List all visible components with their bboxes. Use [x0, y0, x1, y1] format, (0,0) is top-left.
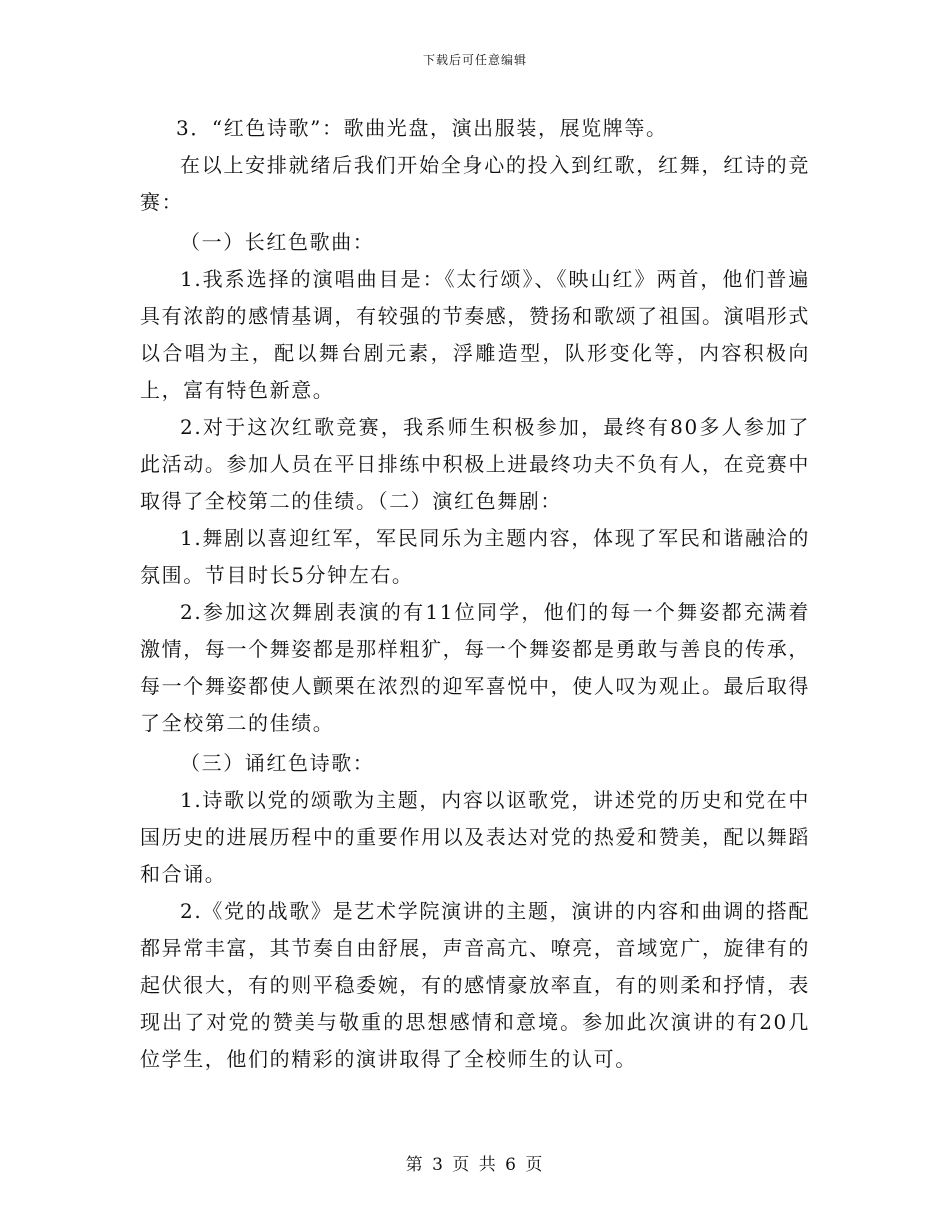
paragraph-poetry-theme: 1.诗歌以党的颂歌为主题，内容以讴歌党，讲述党的历史和党在中国历史的进展历程中的重要作用以及表达对党的热爱和赞美，配以舞蹈和合诵。 — [140, 788, 810, 886]
paragraph-dance-theme: 1.舞剧以喜迎红军，军民同乐为主题内容，体现了军民和谐融洽的氛围。节目时长5分钟左右。 — [140, 526, 810, 587]
section-heading-red-songs: （一）长红色歌曲： — [180, 230, 375, 254]
paragraph-songs-repertoire: 1.我系选择的演唱曲目是：《太行颂》、《映山红》两首，他们普遍具有浓韵的感情基调，有较强的节奏感，赞扬和歌颂了祖国。演唱形式以合唱为主，配以舞台剧元素，浮雕造型，队形变化等，内容积极向上，富有特色新意。 — [140, 267, 810, 402]
paragraph-songs-result: 2.对于这次红歌竞赛，我系师生积极参加，最终有80多人参加了此活动。参加人员在平日排练中积极上进最终功夫不负有人，在竞赛中取得了全校第二的佳绩。（二）演红色舞剧： — [140, 415, 810, 513]
page-number-footer: 第 3 页 共 6 页 — [405, 1155, 545, 1175]
document-body — [140, 110, 810, 1078]
paragraph-materials-poetry: 3．“红色诗歌”：歌曲光盘，演出服装，展览牌等。 — [176, 116, 668, 140]
page-header-note: 下载后可任意编辑 — [422, 53, 527, 67]
paragraph-competition-intro: 在以上安排就绪后我们开始全身心的投入到红歌，红舞，红诗的竞赛： — [140, 153, 810, 214]
paragraph-speech-result: 2.《党的战歌》是艺术学院演讲的主题，演讲的内容和曲调的搭配都异常丰富，其节奏自由舒展，声音高亢、嘹亮，音域宽广，旋律有的起伏很大，有的则平稳委婉，有的感情豪放率直，有的则柔和抒情，表现出了对党的赞美与敬重的思想感情和意境。参加此次演讲的有20几位学生，他们的精彩的演讲取得了全校师生的认可。 — [140, 899, 810, 1071]
paragraph-dance-result: 2.参加这次舞剧表演的有11位同学，他们的每一个舞姿都充满着激情，每一个舞姿都是那样粗犷，每一个舞姿都是勇敢与善良的传承，每一个舞姿都使人颤栗在浓烈的迎军喜悦中，使人叹为观止。最后取得了全校第二的佳绩。 — [140, 600, 810, 735]
section-heading-red-poetry: （三）诵红色诗歌： — [180, 751, 375, 775]
